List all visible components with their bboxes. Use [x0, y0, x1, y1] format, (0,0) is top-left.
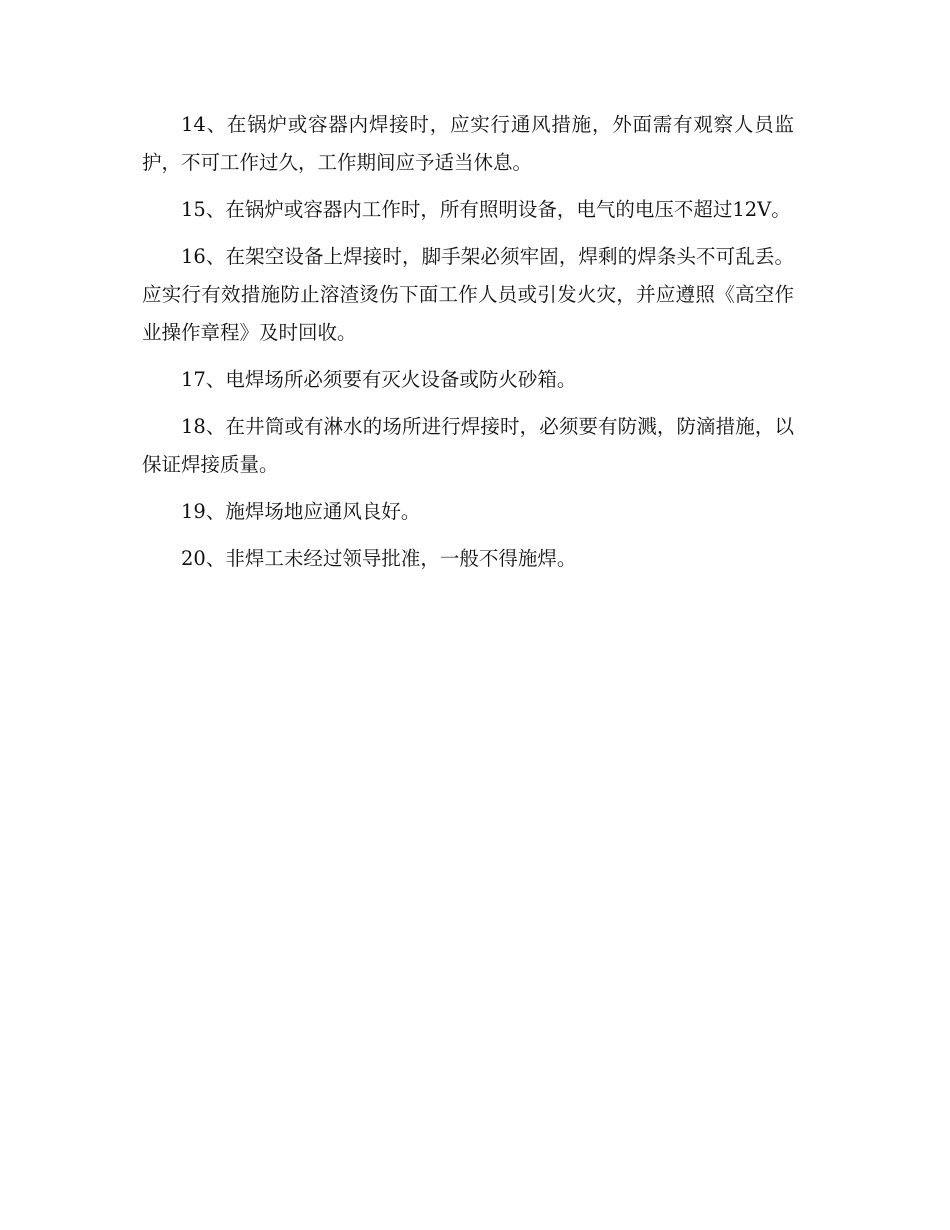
paragraph-item-20: 20、非焊工未经过领导批准，一般不得施焊。 [181, 547, 577, 570]
paragraph-item-18: 18、在井筒或有淋水的场所进行焊接时，必须要有防溅，防滴措施，以保证焊接质量。 [142, 415, 794, 476]
paragraph-item-19: 19、施焊场地应通风良好。 [181, 500, 421, 523]
paragraph-item-16: 16、在架空设备上焊接时，脚手架必须牢固，焊剩的焊条头不可乱丢。应实行有效措施防止溶渣烫伤下面工作人员或引发火灾，并应遵照《高空作业操作章程》及时回收。 [142, 245, 794, 344]
document-body [142, 106, 794, 587]
paragraph-item-14: 14、在锅炉或容器内焊接时，应实行通风措施，外面需有观察人员监护，不可工作过久，工作期间应予适当休息。 [142, 113, 794, 174]
paragraph-item-15: 15、在锅炉或容器内工作时，所有照明设备，电气的电压不超过12V。 [181, 198, 791, 221]
paragraph-item-17: 17、电焊场所必须要有灭火设备或防火砂箱。 [181, 368, 577, 391]
